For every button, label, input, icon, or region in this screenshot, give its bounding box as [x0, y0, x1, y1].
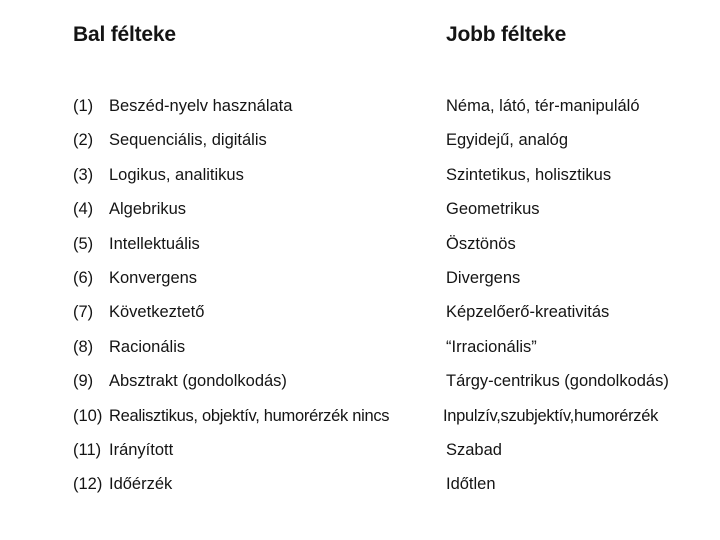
row-number: (12): [73, 475, 103, 494]
right-trait: Szintetikus, holisztikus: [446, 165, 612, 184]
table-row: [0, 232, 720, 266]
comparison-table: [0, 94, 720, 507]
right-trait: Tárgy-centrikus (gondolkodás): [446, 372, 669, 391]
table-row: [0, 335, 720, 369]
table-row: [0, 94, 720, 128]
table-row: [0, 266, 720, 300]
row-number: (1): [73, 97, 94, 115]
table-row: [0, 472, 720, 506]
row-number: (8): [73, 337, 94, 356]
row-number: (5): [73, 234, 94, 253]
row-number: (10): [73, 406, 103, 425]
left-trait: Racionális: [109, 337, 186, 356]
left-trait: Sequenciális, digitális: [109, 131, 267, 150]
left-trait: Konvergens: [109, 268, 198, 287]
row-number: (7): [73, 303, 94, 322]
right-trait: Egyidejű, analóg: [446, 131, 569, 150]
table-row: [0, 300, 720, 334]
left-trait: Intellektuális: [109, 234, 200, 253]
left-trait: Logikus, analitikus: [109, 165, 244, 184]
table-row: [0, 438, 720, 472]
row-number: (6): [73, 268, 94, 287]
left-trait: Absztrakt (gondolkodás): [109, 372, 287, 391]
right-trait: Szabad: [446, 440, 502, 459]
right-trait: Geometrikus: [446, 200, 540, 219]
right-trait: Időtlen: [446, 475, 496, 494]
left-hemisphere-heading: Bal félteke: [73, 23, 176, 46]
row-number: (2): [73, 131, 94, 150]
left-trait: Következtető: [109, 303, 205, 322]
right-trait: Ösztönös: [446, 234, 516, 253]
table-row: [0, 197, 720, 231]
row-number: (4): [73, 200, 94, 219]
table-row: [0, 128, 720, 162]
right-trait: Divergens: [446, 268, 521, 287]
right-trait: Néma, látó, tér-manipuláló: [446, 97, 640, 115]
row-number: (9): [73, 372, 94, 391]
right-trait: Képzelőerő-kreativitás: [446, 303, 610, 322]
left-trait: Beszéd-nyelv használata: [109, 97, 293, 115]
left-trait: Időérzék: [109, 475, 173, 494]
row-number: (11): [73, 440, 102, 459]
right-trait: “Irracionális”: [446, 337, 537, 356]
right-trait: Inpulzív,szubjektív,humorérzék: [443, 406, 659, 425]
right-hemisphere-heading: Jobb félteke: [446, 23, 567, 46]
table-row: [0, 163, 720, 197]
row-number: (3): [73, 165, 94, 184]
left-trait: Algebrikus: [109, 200, 187, 219]
table-row: [0, 404, 720, 438]
left-trait: Realisztikus, objektív, humorérzék nincs: [109, 406, 390, 425]
table-row: [0, 369, 720, 403]
left-trait: Irányított: [109, 440, 174, 459]
